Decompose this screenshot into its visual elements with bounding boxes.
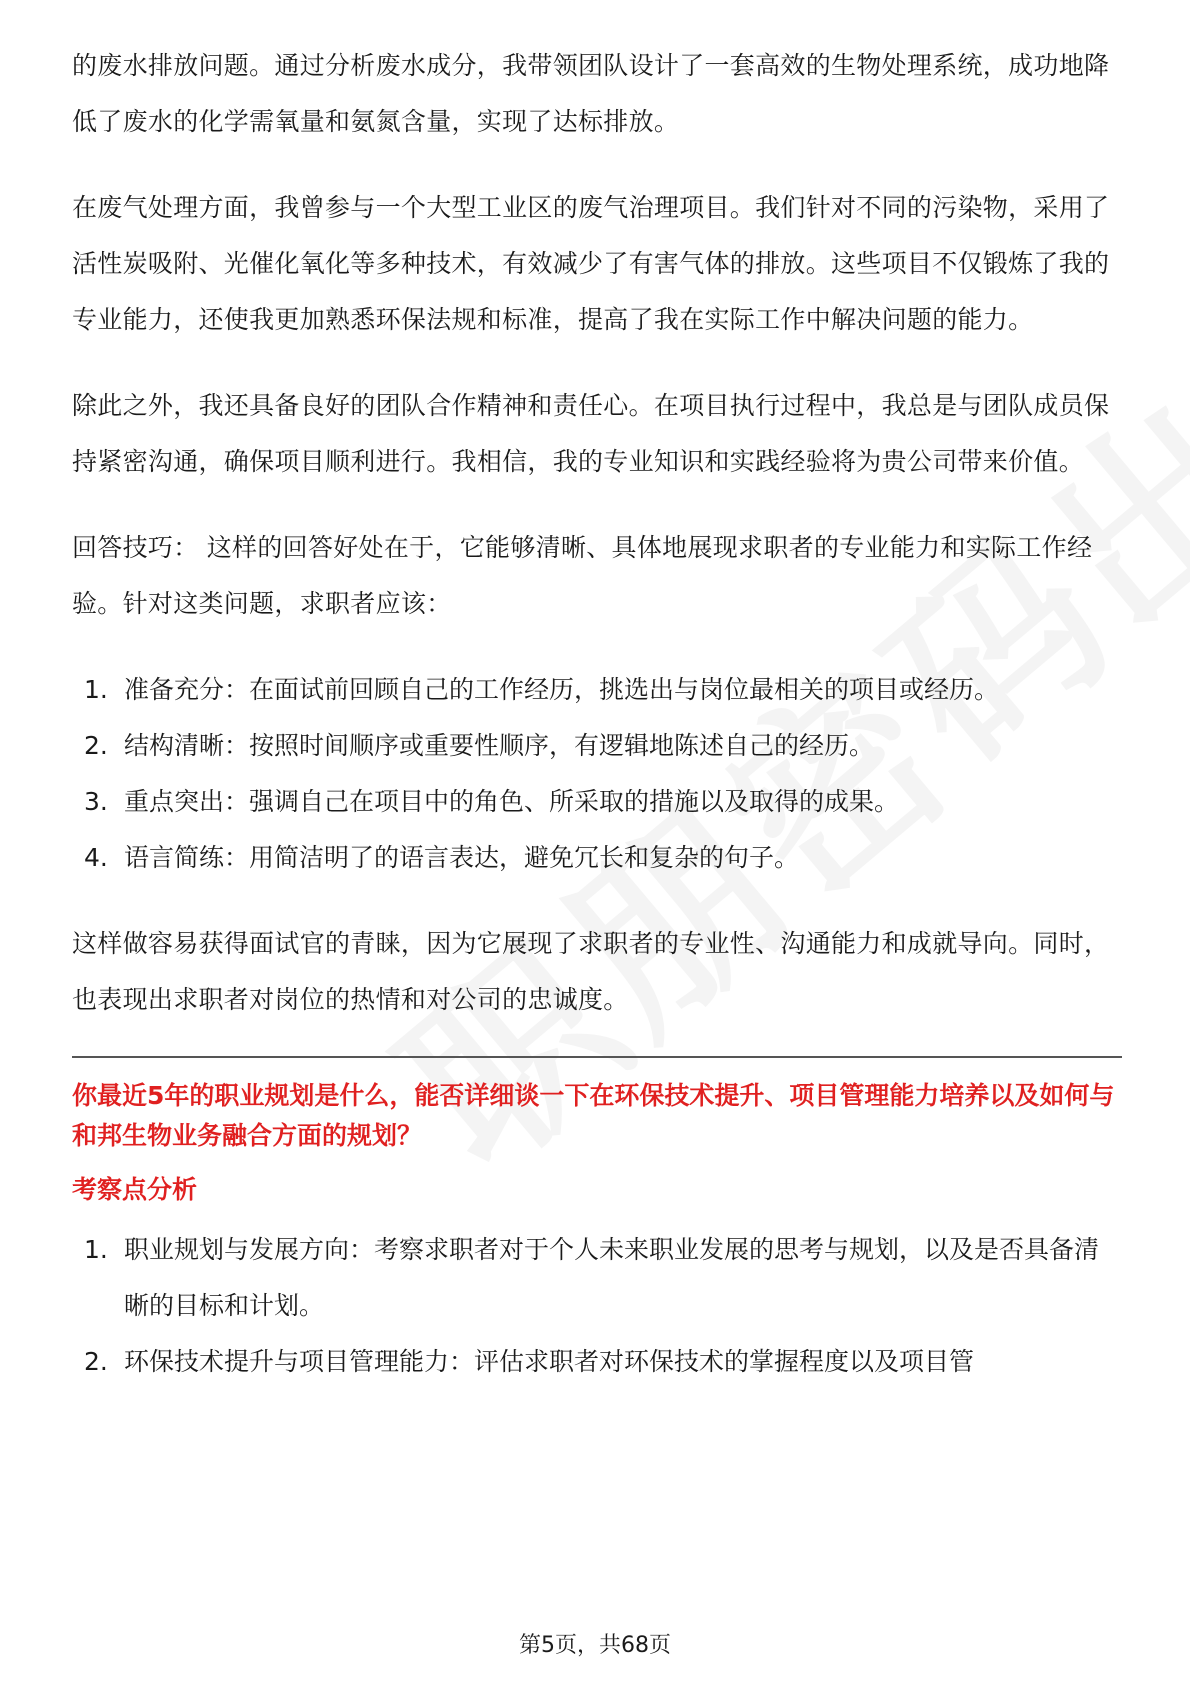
- closing-paragraph: 这样做容易获得面试官的青睐，因为它展现了求职者的专业性、沟通能力和成就导向。同时，也表现出求职者对岗位的热情和对公司的忠诚度。: [72, 929, 1110, 1014]
- list-number: 4.: [84, 843, 108, 872]
- list-number: 1.: [84, 675, 108, 704]
- section-divider: [72, 1056, 1122, 1058]
- list-item: [72, 1222, 1122, 1334]
- tips-list: [72, 662, 1122, 886]
- list-item: [72, 830, 1122, 886]
- list-item-text: 准备充分：在面试前回顾自己的工作经历，挑选出与岗位最相关的项目或经历。: [124, 675, 1000, 704]
- list-number: 3.: [84, 787, 108, 816]
- interview-question: 你最近5年的职业规划是什么，能否详细谈一下在环保技术提升、项目管理能力培养以及如何与和邦生物业务融合方面的规划？: [72, 1081, 1115, 1150]
- list-item-text: 结构清晰：按照时间顺序或重要性顺序，有逻辑地陈述自己的经历。: [124, 731, 875, 760]
- list-number: 2.: [84, 1347, 108, 1376]
- list-item: [72, 774, 1122, 830]
- document-page: [72, 38, 1122, 1390]
- analysis-title: 考察点分析: [72, 1175, 198, 1204]
- list-number: 2.: [84, 731, 108, 760]
- paragraph: 除此之外，我还具备良好的团队合作精神和责任心。在项目执行过程中，我总是与团队成员保持紧密沟通，确保项目顺利进行。我相信，我的专业知识和实践经验将为贵公司带来价值。: [72, 391, 1110, 476]
- analysis-list: [72, 1222, 1122, 1390]
- answer-tips-intro: 回答技巧： 这样的回答好处在于，它能够清晰、具体地展现求职者的专业能力和实际工作经验。针对这类问题，求职者应该：: [72, 533, 1093, 618]
- list-item-text: 职业规划与发展方向：考察求职者对于个人未来职业发展的思考与规划，以及是否具备清晰的目标和计划。: [124, 1235, 1100, 1320]
- list-number: 1.: [84, 1235, 108, 1264]
- list-item: [72, 662, 1122, 718]
- list-item: [72, 718, 1122, 774]
- list-item-text: 环保技术提升与项目管理能力：评估求职者对环保技术的掌握程度以及项目管: [124, 1347, 975, 1376]
- list-item-text: 语言简练：用简洁明了的语言表达，避免冗长和复杂的句子。: [124, 843, 800, 872]
- paragraph: 在废气处理方面，我曾参与一个大型工业区的废气治理项目。我们针对不同的污染物，采用了活性炭吸附、光催化氧化等多种技术，有效减少了有害气体的排放。这些项目不仅锻炼了我的专业能力，还使我更加熟悉环保法规和标准，提高了我在实际工作中解决问题的能力。: [72, 193, 1110, 334]
- paragraph: 的废水排放问题。通过分析废水成分，我带领团队设计了一套高效的生物处理系统，成功地降低了废水的化学需氧量和氨氮含量，实现了达标排放。: [72, 51, 1110, 136]
- list-item: [72, 1334, 1122, 1390]
- page-footer: 第5页，共68页: [519, 1633, 671, 1658]
- list-item-text: 重点突出：强调自己在项目中的角色、所采取的措施以及取得的成果。: [124, 787, 900, 816]
